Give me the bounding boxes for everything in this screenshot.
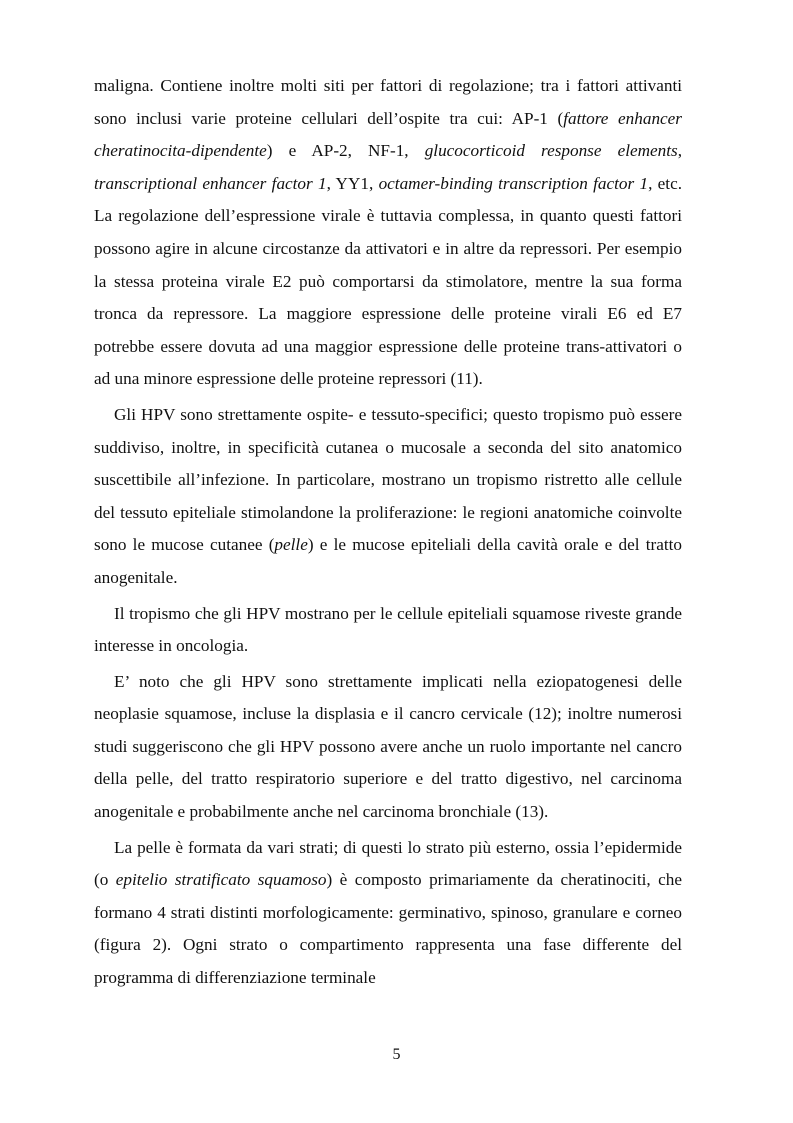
text-segment: , etc. La regolazione dell’espressione virale è tuttavia complessa, in quanto questi fattori possono agire in alcune circostanze da attivatori e in altre da repressori. Per esempio la stessa proteina virale E2 può comportarsi da stimolatore, mentre la sua forma tronca da repressore. La maggiore espressione delle proteine virali E6 ed E7 potrebbe essere dovuta ad una maggior espressione delle proteine trans-attivatori o ad una minore espressione delle proteine repressori (11).: [94, 173, 683, 389]
paragraph-3: [94, 598, 682, 663]
text-segment: La pelle è formata da vari strati; di questi lo strato più esterno, ossia l’epidermide (o: [94, 837, 682, 890]
italic-term: epitelio stratificato squamoso: [115, 870, 327, 890]
paragraph-1: [94, 70, 682, 396]
text-segment: ) è composto primariamente da cheratinociti, che formano 4 strati distinti morfologicamente: germinativo, spinoso, granulare e corneo (figura 2). Ogni strato o compartimento rappresenta una fase differente del programma di differenziazione terminale: [94, 870, 682, 988]
page-number: 5: [392, 1046, 401, 1063]
text-segment: E’ noto che gli HPV sono strettamente implicati nella eziopatogenesi delle neoplasie squamose, incluse la displasia e il cancro cervicale (12); inoltre numerosi studi suggeriscono che gli HPV possono avere anche un ruolo importante nel cancro della pelle, del tratto respiratorio superiore e del tratto digestivo, nel carcinoma anogenitale e probabilmente anche nel carcinoma bronchiale (13).: [94, 671, 682, 822]
paragraph-2: [94, 399, 682, 595]
text-segment: maligna. Contiene inoltre molti siti per fattori di regolazione; tra i fattori attivanti sono inclusi varie proteine cellulari dell’ospite tra cui: AP-1 (: [94, 76, 682, 128]
text-segment: ) e AP-2, NF-1,: [266, 141, 425, 161]
italic-term: transcriptional enhancer factor 1: [94, 173, 327, 193]
paragraph-5: [94, 832, 682, 995]
text-segment: Il tropismo che gli HPV mostrano per le cellule epiteliali squamose riveste grande interesse in oncologia.: [94, 603, 682, 656]
italic-term: octamer-binding transcription factor 1: [378, 173, 649, 193]
paragraph-4: [94, 666, 682, 829]
italic-term: glucocorticoid response elements: [424, 141, 678, 161]
text-segment: Gli HPV sono strettamente ospite- e tessuto-specifici; questo tropismo può essere suddiviso, inoltre, in specificità cutanea o mucosale a seconda del sito anatomico suscettibile all’infezione. In particolare, mostrano un tropismo ristretto alle cellule del tessuto epiteliale stimolandone la proliferazione: le regioni anatomiche coinvolte sono le mucose cutanee (: [94, 404, 682, 555]
text-segment: ) e le mucose epiteliali della cavità orale e del tratto anogenitale.: [94, 535, 682, 587]
text-segment: , YY1,: [326, 173, 379, 193]
text-segment: ,: [677, 141, 683, 161]
italic-term: fattore enhancer cheratinocita-dipendente: [94, 108, 682, 161]
italic-term: pelle: [274, 535, 308, 555]
page-body: [94, 70, 682, 995]
